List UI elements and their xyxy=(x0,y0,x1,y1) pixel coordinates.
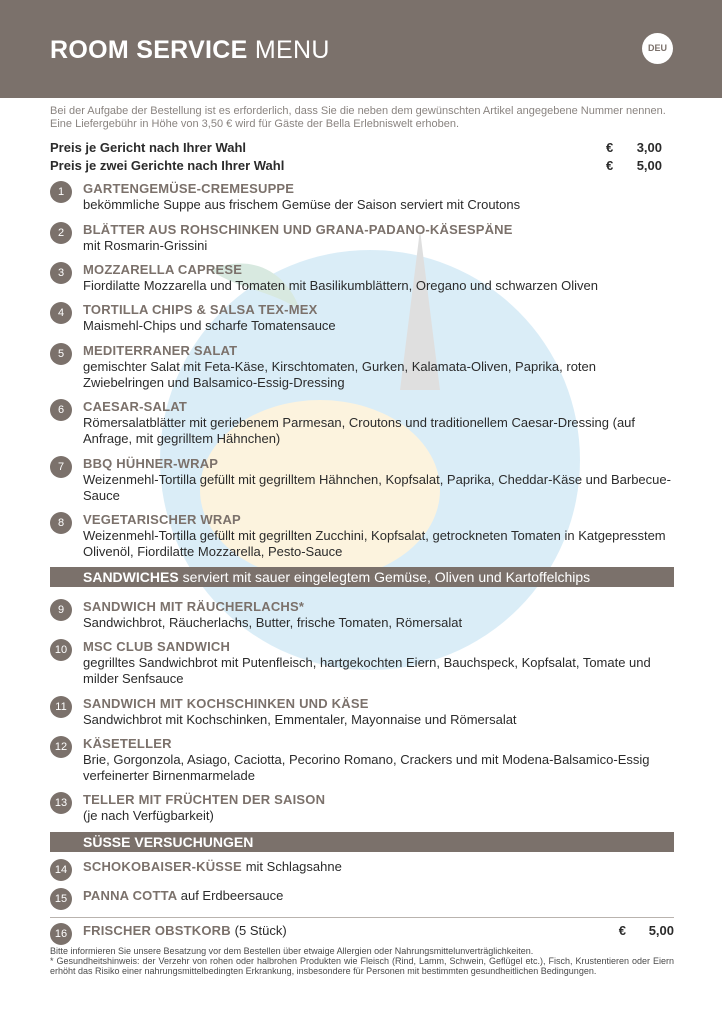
item-name: KÄSETELLER xyxy=(83,736,172,751)
item-name: TELLER MIT FRÜCHTEN DER SAISON xyxy=(83,792,326,807)
item-description: Römersalatblätter mit geriebenem Parmesan, Croutons und traditionellem Caesar-Dressing (auf Anfrage, mit gegrilltem Hähnchen) xyxy=(83,415,636,446)
item-name: MOZZARELLA CAPRESE xyxy=(83,262,243,277)
item-number-badge: 7 xyxy=(50,456,72,478)
item-name: MEDITERRANER SALAT xyxy=(83,343,238,358)
item-description: Weizenmehl-Tortilla gefüllt mit gegrilltem Hähnchen, Kopfsalat, Paprika, Cheddar-Käse und Barbecue-Sauce xyxy=(83,472,671,503)
item-description: bekömmliche Suppe aus frischem Gemüse der Saison serviert mit Croutons xyxy=(83,197,521,212)
item-name: SANDWICH MIT KOCHSCHINKEN UND KÄSE xyxy=(83,696,369,711)
item-description: Brie, Gorgonzola, Asiago, Caciotta, Pecorino Romano, Crackers und mit Modena-Balsamico-Essig verfeinerter Birnenmarmelade xyxy=(83,752,650,783)
item-number-badge: 16 xyxy=(50,923,72,945)
item-number-badge: 2 xyxy=(50,222,72,244)
item-number-badge: 11 xyxy=(50,696,72,718)
divider xyxy=(50,917,674,918)
item-name: FRISCHER OBSTKORB (5 Stück) xyxy=(83,923,287,938)
item-name: TORTILLA CHIPS & SALSA TEX-MEX xyxy=(83,302,318,317)
item-name: BLÄTTER AUS ROHSCHINKEN UND GRANA-PADANO-KÄSESPÄNE xyxy=(83,222,513,237)
item-number-badge: 10 xyxy=(50,639,72,661)
item-number-badge: 8 xyxy=(50,512,72,534)
allergy-note: Bitte informieren Sie unsere Besatzung vor dem Bestellen über etwaige Allergien oder Nahrungsmittelunverträglichkeiten. xyxy=(50,946,534,956)
item-description: gegrilltes Sandwichbrot mit Putenfleisch, hartgekochten Eiern, Bauchspeck, Kopfsalat, Tomate und milder Senfsauce xyxy=(83,655,651,686)
item-price: € 5,00 xyxy=(618,923,674,938)
page-title: ROOM SERVICE MENU xyxy=(50,36,330,64)
health-note: * Gesundheitshinweis: der Verzehr von rohen oder halbrohen Produkten wie Fleisch (Rind, Lamm, Schwein, Geflügel etc.), Fisch, Krustentieren oder Eiern erhöht das Risiko einer nahrungsmittelbedingten Erkrankung, insbesondere für Personen mit bestimmten gesundheitlichen Bedingungen. xyxy=(50,956,674,976)
item-description: Maismehl-Chips und scharfe Tomatensauce xyxy=(83,318,336,333)
intro-text: Bei der Aufgabe der Bestellung ist es erforderlich, dass Sie die neben dem gewünschten Artikel angegebene Nummer nennen. Eine Liefergebühr in Höhe von 3,50 € wird für Gäste der Bella Erlebniswelt erhoben. xyxy=(50,105,666,130)
item-number-badge: 15 xyxy=(50,888,72,910)
item-description: Weizenmehl-Tortilla gefüllt mit gegrillten Zucchini, Kopfsalat, getrockneten Tomaten in Katgepresstem Olivenöl, Fiordilatte Mozzarella, Pesto-Sauce xyxy=(83,528,666,559)
item-number-badge: 5 xyxy=(50,343,72,365)
section-header-sandwiches: SANDWICHES serviert mit sauer eingelegtem Gemüse, Oliven und Kartoffelchips xyxy=(50,567,674,587)
price-line-double: Preis je zwei Gerichte nach Ihrer Wahl € 5,00 xyxy=(50,158,662,173)
item-number-badge: 6 xyxy=(50,399,72,421)
language-badge[interactable]: DEU xyxy=(642,33,673,64)
item-name: SANDWICH MIT RÄUCHERLACHS* xyxy=(83,599,305,614)
item-name: GARTENGEMÜSE-CREMESUPPE xyxy=(83,181,295,196)
item-name: BBQ HÜHNER-WRAP xyxy=(83,456,219,471)
price-line-single: Preis je Gericht nach Ihrer Wahl € 3,00 xyxy=(50,140,662,155)
item-name: PANNA COTTA auf Erdbeersauce xyxy=(83,888,284,903)
item-number-badge: 1 xyxy=(50,181,72,203)
item-description: mit Rosmarin-Grissini xyxy=(83,238,208,253)
section-header-desserts: SÜSSE VERSUCHUNGEN xyxy=(50,832,674,852)
item-name: MSC CLUB SANDWICH xyxy=(83,639,231,654)
item-description: Sandwichbrot mit Kochschinken, Emmentaler, Mayonnaise und Römersalat xyxy=(83,712,517,727)
footer-notes xyxy=(50,946,674,976)
item-number-badge: 4 xyxy=(50,302,72,324)
item-number-badge: 3 xyxy=(50,262,72,284)
item-number-badge: 12 xyxy=(50,736,72,758)
menu-header xyxy=(0,0,722,98)
item-number-badge: 14 xyxy=(50,859,72,881)
item-description: gemischter Salat mit Feta-Käse, Kirschtomaten, Gurken, Kalamata-Oliven, Paprika, roten Zwiebelringen und Balsamico-Essig-Dressing xyxy=(83,359,596,390)
item-number-badge: 13 xyxy=(50,792,72,814)
item-name: CAESAR-SALAT xyxy=(83,399,187,414)
item-description: Fiordilatte Mozzarella und Tomaten mit Basilikumblättern, Oregano und schwarzen Oliven xyxy=(83,278,598,293)
item-description: (je nach Verfügbarkeit) xyxy=(83,808,214,823)
item-name: VEGETARISCHER WRAP xyxy=(83,512,241,527)
item-description: Sandwichbrot, Räucherlachs, Butter, frische Tomaten, Römersalat xyxy=(83,615,463,630)
item-name: SCHOKOBAISER-KÜSSE mit Schlagsahne xyxy=(83,859,342,874)
item-number-badge: 9 xyxy=(50,599,72,621)
